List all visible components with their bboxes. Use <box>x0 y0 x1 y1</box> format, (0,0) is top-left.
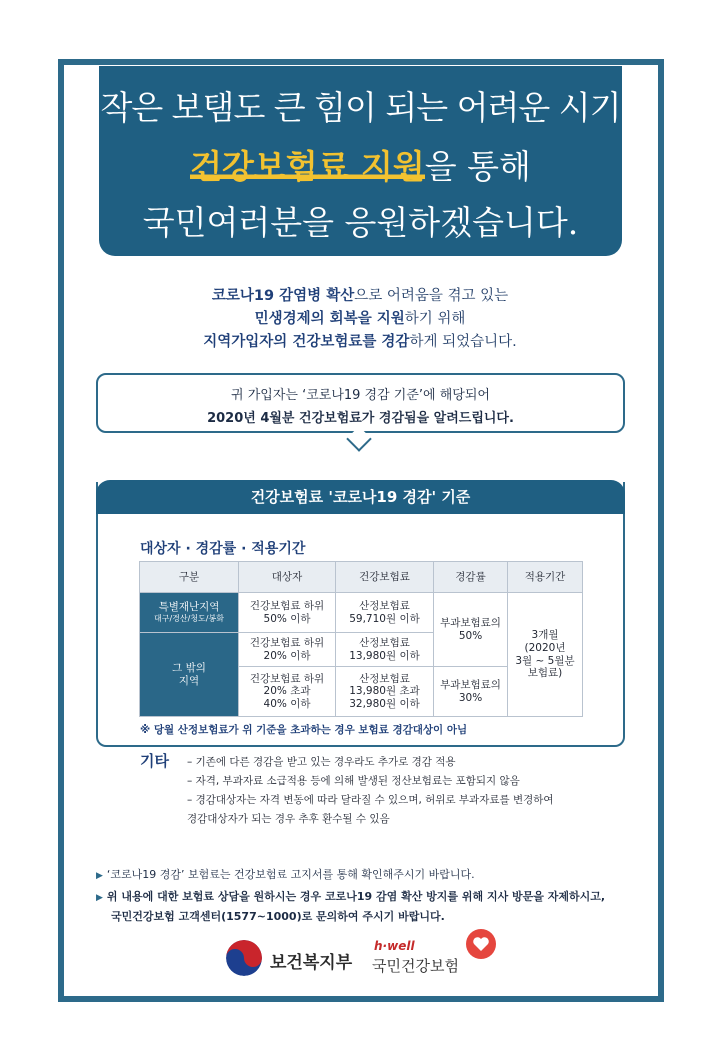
header-premium: 건강보험료 <box>336 562 434 593</box>
hero-line-3: 국민여러분을 응원하겠습니다. <box>142 203 579 242</box>
hero-highlight: 건강보험료 지원 <box>190 147 425 186</box>
table-cell: 건강보험료 하위 20% 초과 40% 이하 <box>239 667 336 717</box>
etc-label: 기타 <box>140 752 169 770</box>
intro-line-3 <box>0 330 720 351</box>
criteria-subtitle: 대상자 · 경감률 · 적용기간 <box>140 541 306 557</box>
intro-text-1: 으로 어려움을 겪고 있는 <box>354 288 509 304</box>
callout-line-2: 2020년 4월분 건강보험료가 경감됨을 알려드립니다. <box>207 411 514 426</box>
intro-bold-1: 코로나19 감염병 확산 <box>211 288 355 304</box>
notice-callout <box>96 373 625 433</box>
region-special-disaster <box>140 593 239 633</box>
table-cell: 산정보험료 59,710원 이하 <box>336 593 434 633</box>
intro-line-2 <box>0 307 720 328</box>
header-period: 적용기간 <box>508 562 583 593</box>
region1-sub: 대구/경산/청도/봉화 <box>154 614 224 623</box>
nhis-tagline: h·well <box>374 939 415 953</box>
etc-item: – 기존에 다른 경감을 받고 있는 경우라도 추가로 경감 적용 <box>187 756 456 768</box>
region1-label: 특별재난지역 <box>158 601 220 614</box>
intro-bold-3: 지역가입자의 건강보험료를 경감 <box>203 334 410 350</box>
nhis-logo-text: 국민건강보험 <box>372 957 459 975</box>
criteria-table <box>139 561 583 717</box>
table-cell: 건강보험료 하위 50% 이하 <box>239 593 336 633</box>
footer-text-1: ‘코로나19 경감’ 보험료는 건강보험료 고지서를 통해 확인해주시기 바랍니다. <box>106 868 475 881</box>
etc-item: – 자격, 부과자료 소급적용 등에 의해 발생된 정산보험료는 포함되지 않음 <box>187 775 520 787</box>
hero-line-2 <box>99 147 622 186</box>
header-target: 대상자 <box>239 562 336 593</box>
criteria-title: 건강보험료 '코로나19 경감' 기준 <box>96 480 625 514</box>
criteria-note: ※ 당월 산정보험료가 위 기준을 초과하는 경우 보험료 경감대상이 아님 <box>140 724 468 736</box>
etc-item: – 경감대상자는 자격 변동에 따라 달라질 수 있으며, 허위로 부과자료를 변경하여 <box>187 794 554 806</box>
intro-bold-2: 민생경제의 회복을 지원 <box>254 311 405 327</box>
footer-line-3: 국민건강보험 고객센터(1577~1000)로 문의하여 주시기 바랍니다. <box>111 910 445 923</box>
callout-line-1: 귀 가입자는 ‘코로나19 경감 기준’에 해당되어 <box>231 388 490 403</box>
footer-text-2: 위 내용에 대한 보험료 상담을 원하시는 경우 코로나19 감염 확산 방지를 위해 지사 방문을 자제하시고, <box>106 890 606 903</box>
intro-text-2: 하기 위해 <box>404 311 466 327</box>
ministry-logo-text: 보건복지부 <box>270 953 353 973</box>
hero-line-2-rest: 을 통해 <box>424 147 531 186</box>
region-other: 그 밖의 지역 <box>140 633 239 717</box>
intro-line-1 <box>0 284 720 305</box>
intro-text-3: 하게 되었습니다. <box>409 334 517 350</box>
bullet-icon: ▶ <box>96 893 103 903</box>
table-cell: 건강보험료 하위 20% 이하 <box>239 633 336 667</box>
hero-line-1: 작은 보탬도 큰 힘이 되는 어려운 시기 <box>100 88 621 127</box>
rate-50: 부과보험료의 50% <box>434 593 508 667</box>
footer-line-1 <box>96 866 475 882</box>
table-cell: 산정보험료 13,980원 이하 <box>336 633 434 667</box>
etc-item: 경감대상자가 되는 경우 추후 환수될 수 있음 <box>187 813 390 825</box>
taegeuk-logo-icon <box>226 940 262 976</box>
bullet-icon: ▶ <box>96 871 103 881</box>
table-cell: 산정보험료 13,980원 초과 32,980원 이하 <box>336 667 434 717</box>
rate-30: 부과보험료의 30% <box>434 667 508 717</box>
header-category: 구분 <box>140 562 239 593</box>
heart-logo-icon <box>466 929 496 959</box>
header-rate: 경감률 <box>434 562 508 593</box>
footer-line-2 <box>96 888 605 904</box>
apply-period: 3개월 (2020년 3월 ~ 5월분 보험료) <box>508 593 583 717</box>
hero-banner <box>99 66 622 256</box>
